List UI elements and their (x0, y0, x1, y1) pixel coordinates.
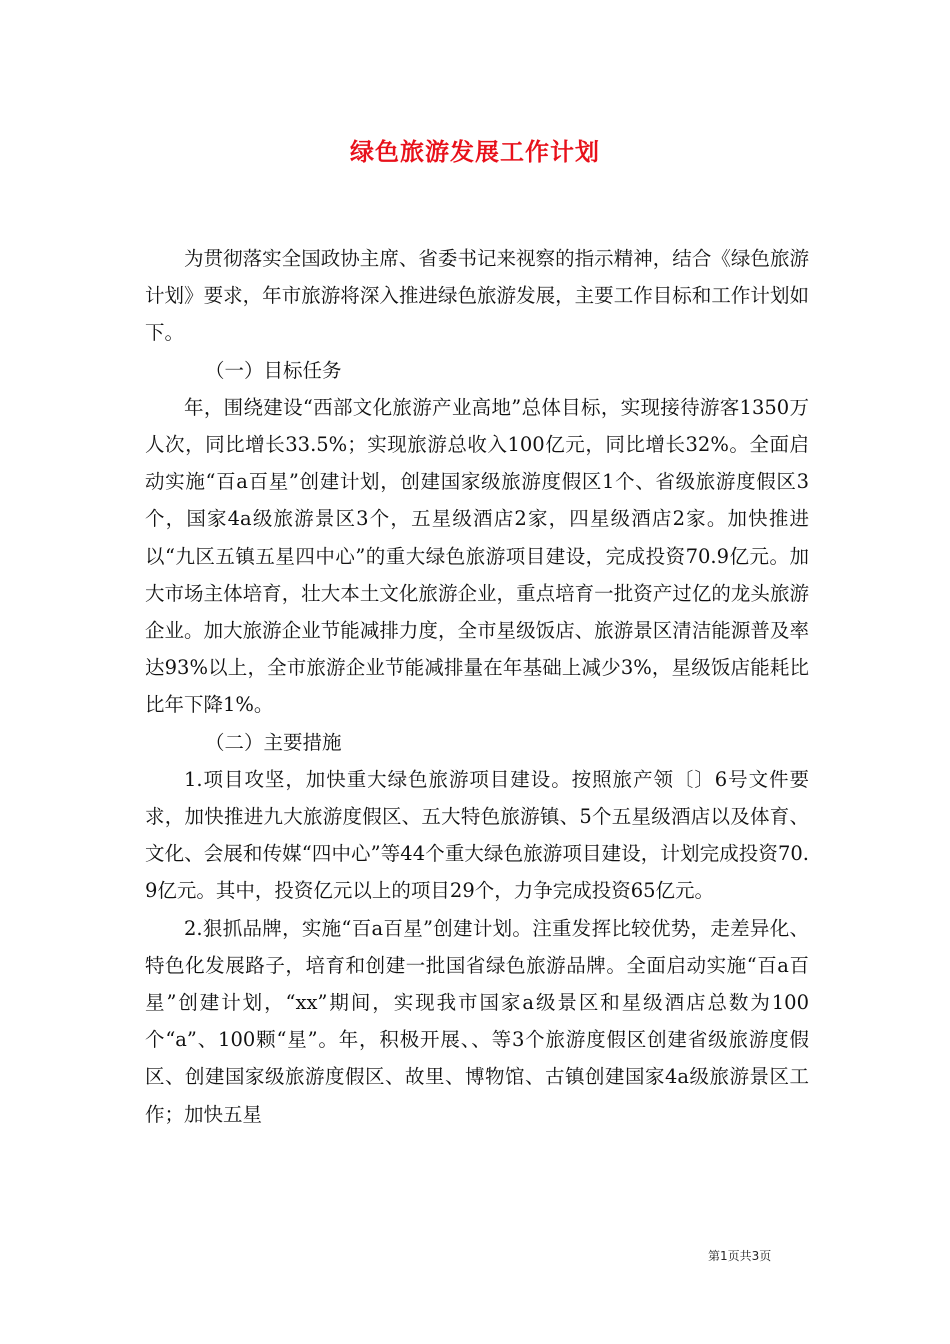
measure-1-paragraph: 1.项目攻坚，加快重大绿色旅游项目建设。按照旅产领〔〕6号文件要求，加快推进九大旅游度假区、五大特色旅游镇、5个五星级酒店以及体育、文化、会展和传媒“四中心”等44个重大绿色旅游项目建设，计划完成投资70.9亿元。其中，投资亿元以上的项目29个，力争完成投资65亿元。 (145, 767, 809, 903)
document-body (145, 240, 809, 1133)
section-heading-measures: （二）主要措施 (205, 730, 342, 754)
page-number: 第1页共3页 (708, 1249, 772, 1263)
section-heading-targets: （一）目标任务 (205, 358, 342, 382)
intro-paragraph: 为贯彻落实全国政协主席、省委书记来视察的指示精神，结合《绿色旅游计划》要求，年市旅游将深入推进绿色旅游发展，主要工作目标和工作计划如下。 (145, 247, 809, 345)
targets-paragraph: 年，围绕建设“西部文化旅游产业高地”总体目标，实现接待游客1350万人次，同比增长33.5%；实现旅游总收入100亿元，同比增长32%。全面启动实施“百a百星”创建计划，创建国家级旅游度假区1个、省级旅游度假区3个，国家4a级旅游景区3个，五星级酒店2家，四星级酒店2家。加快推进以“九区五镇五星四中心”的重大绿色旅游项目建设，完成投资70.9亿元。加大市场主体培育，壮大本土文化旅游企业，重点培育一批资产过亿的龙头旅游企业。加大旅游企业节能减排力度，全市星级饭店、旅游景区清洁能源普及率达93%以上，全市旅游企业节能减排量在年基础上减少3%，星级饭店能耗比比年下降1%。 (145, 395, 809, 717)
measure-2-paragraph: 2.狠抓品牌，实施“百a百星”创建计划。注重发挥比较优势，走差异化、特色化发展路子，培育和创建一批国省绿色旅游品牌。全面启动实施“百a百星”创建计划，“xx”期间，实现我市国家a级景区和星级酒店总数为100个“a”、100颗“星”。年，积极开展、、等3个旅游度假区创建省级旅游度假区、创建国家级旅游度假区、故里、博物馆、古镇创建国家4a级旅游景区工作；加快五星 (145, 916, 809, 1126)
document-title: 绿色旅游发展工作计划 (350, 138, 600, 166)
